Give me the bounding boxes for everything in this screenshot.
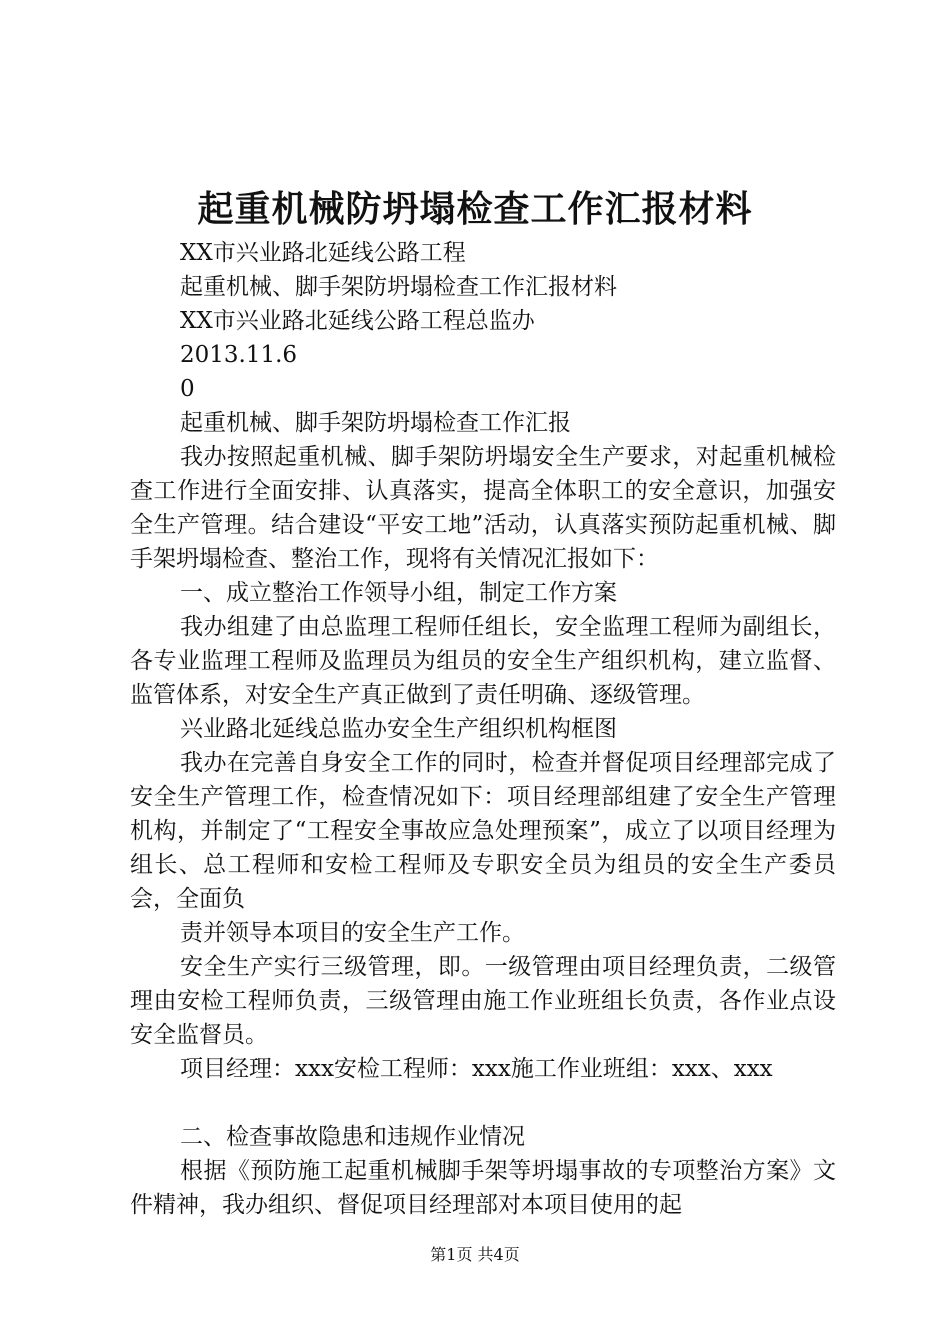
body-paragraph: 根据《预防施工起重机械脚手架等坍塌事故的专项整治方案》文件精神，我办组织、督促项目经理部对本项目使用的起 [130,1158,836,1218]
intro-paragraph: 我办按照起重机械、脚手架防坍塌安全生产要求，对起重机械检查工作进行全面安排、认真落实，提高全体职工的安全意识，加强安全生产管理。结合建设“平安工地”活动，认真落实预防起重机械、脚手架坍塌检查、整治工作，现将有关情况汇报如下： [130,444,836,572]
section-heading-2: 二、检查事故隐患和违规作业情况 [180,1124,525,1150]
issuing-office: XX市兴业路北延线公路工程总监办 [180,308,535,334]
body-paragraph: 责并领导本项目的安全生产工作。 [180,920,525,946]
document-title: 起重机械防坍塌检查工作汇报材料 [197,188,753,230]
page-number: 第1页 共4页 [430,1245,520,1264]
stray-digit: 0 [180,376,195,402]
body-paragraph: 我办在完善自身安全工作的同时，检查并督促项目经理部完成了安全生产管理工作，检查情况如下：项目经理部组建了安全生产管理机构，并制定了“工程安全事故应急处理预案”，成立了以项目经理为组长、总工程师和安检工程师及专职安全员为组员的安全生产委员会，全面负 [130,750,836,912]
report-heading: 起重机械、脚手架防坍塌检查工作汇报 [180,410,571,436]
document-body [130,236,836,1222]
project-name: XX市兴业路北延线公路工程 [180,240,466,266]
personnel-line: 项目经理：xxx安检工程师：xxx施工作业班组：xxx、xxx [180,1056,773,1082]
org-chart-caption: 兴业路北延线总监办安全生产组织机构框图 [180,716,617,742]
body-paragraph: 我办组建了由总监理工程师任组长，安全监理工程师为副组长，各专业监理工程师及监理员为组员的安全生产组织机构，建立监督、监管体系，对安全生产真正做到了责任明确、逐级管理。 [130,614,836,708]
body-paragraph: 安全生产实行三级管理，即。一级管理由项目经理负责，二级管理由安检工程师负责，三级管理由施工作业班组长负责，各作业点设安全监督员。 [130,954,836,1048]
report-subtitle: 起重机械、脚手架防坍塌检查工作汇报材料 [180,274,617,300]
report-date: 2013.11.6 [180,342,298,368]
section-heading-1: 一、成立整治工作领导小组，制定工作方案 [180,580,617,606]
blank-line [130,1086,836,1120]
